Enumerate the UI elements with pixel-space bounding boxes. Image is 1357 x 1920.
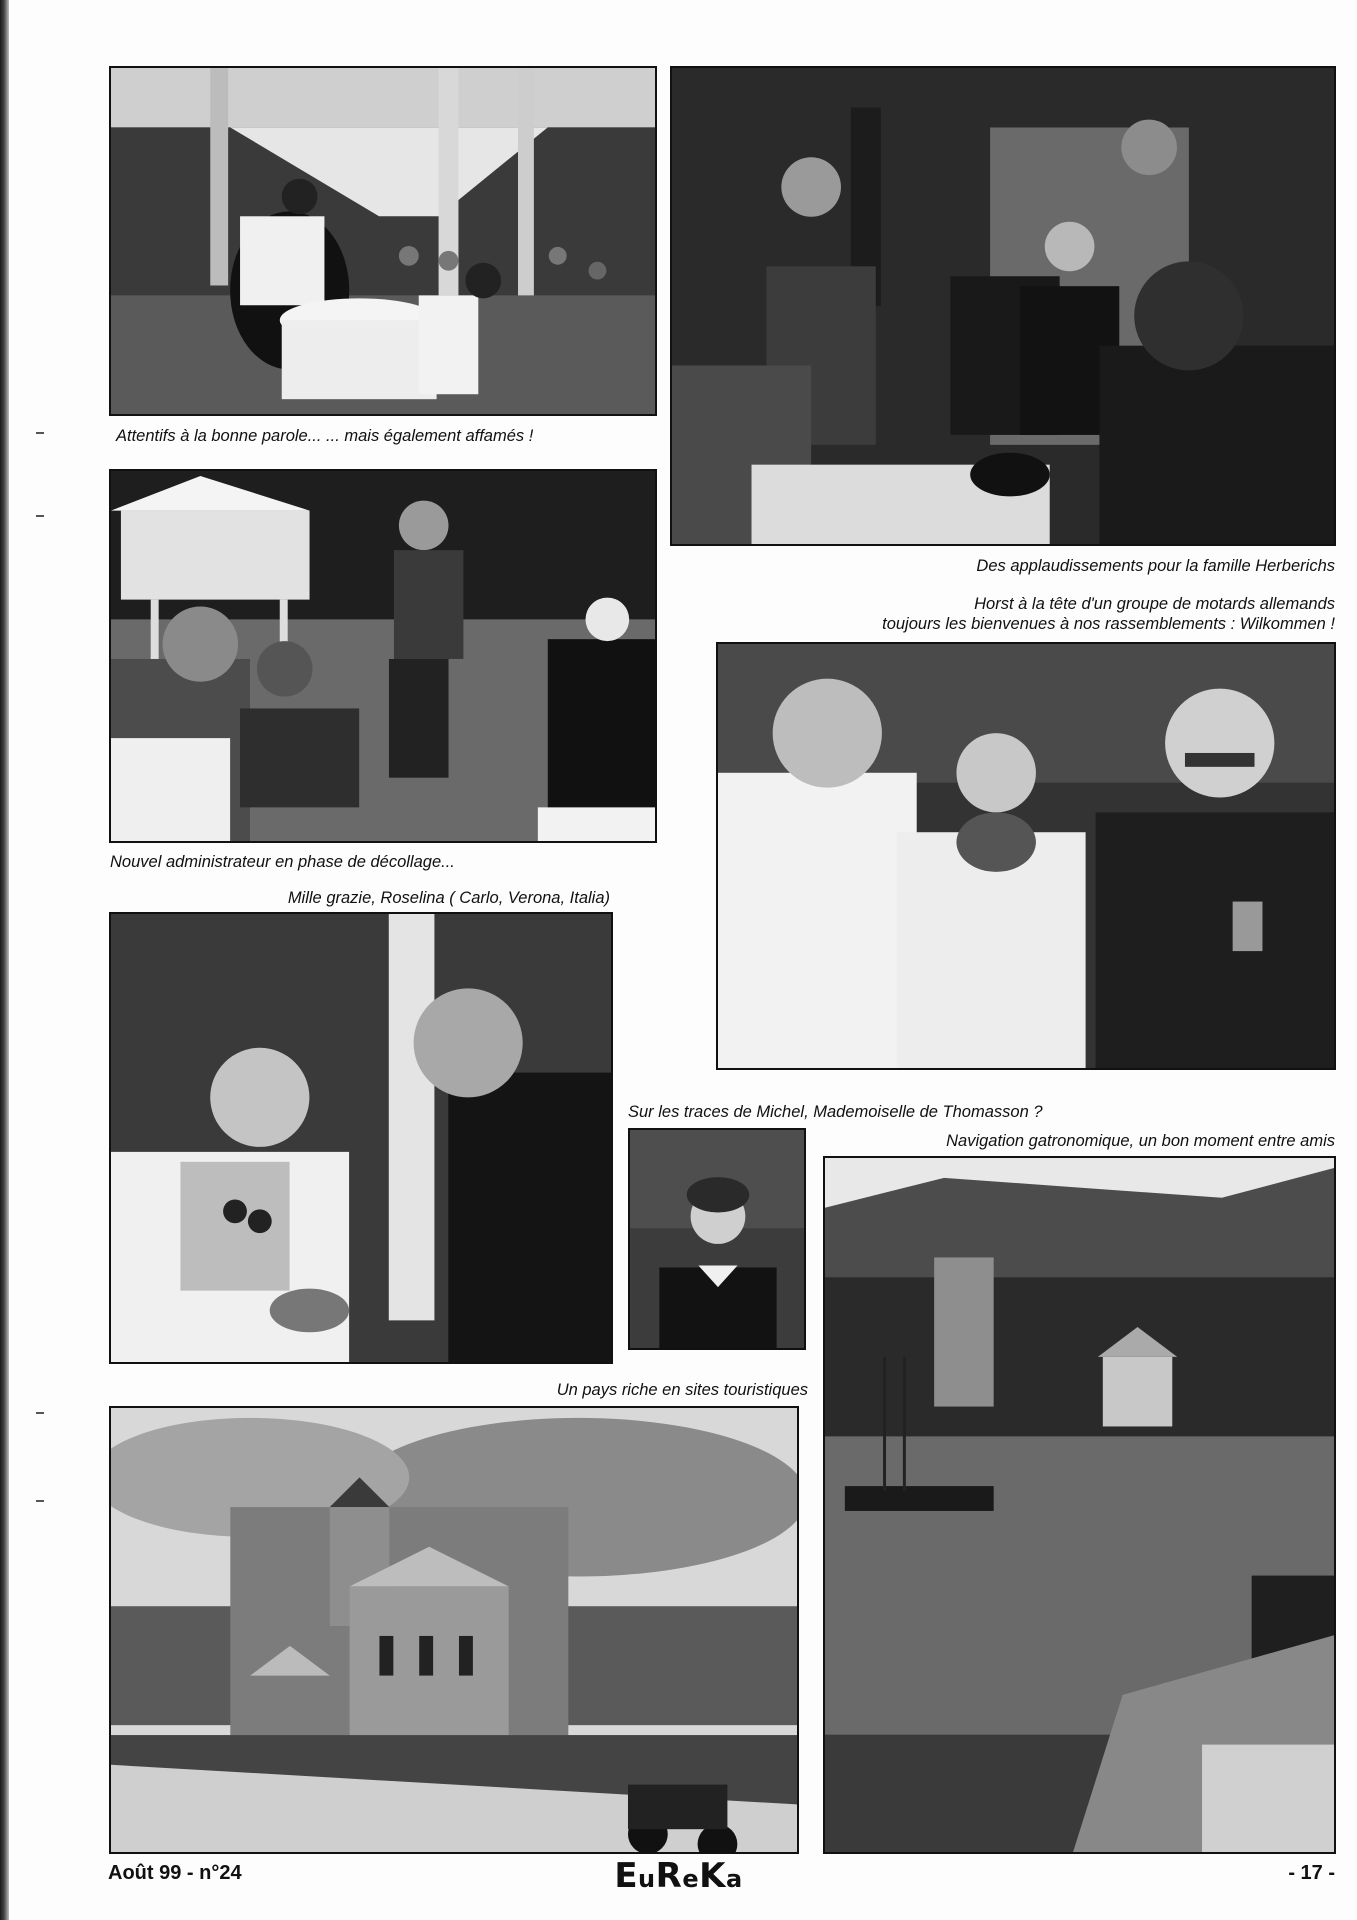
caption-pays: Un pays riche en sites touristiques <box>556 1381 808 1399</box>
photo-thomasson <box>628 1128 806 1350</box>
margin-mark <box>36 515 44 517</box>
caption-grazie: Mille grazie, Roselina ( Carlo, Verona, Italia) <box>287 889 610 907</box>
page-binding-edge <box>0 0 9 1920</box>
eureka-logo: EuReKa <box>614 1856 743 1896</box>
caption-michel: Sur les traces de Michel, Mademoiselle de Thomasson ? <box>628 1103 1043 1121</box>
margin-mark <box>36 432 44 434</box>
photo-horst-group <box>716 642 1336 1070</box>
caption-dinner: Attentifs à la bonne parole... ... mais également affamés ! <box>116 427 534 445</box>
photo-roselina <box>109 912 613 1364</box>
caption-navigation: Navigation gatronomique, un bon moment entre amis <box>946 1132 1335 1150</box>
photo-applause <box>670 66 1336 546</box>
caption-horst-line1: Horst à la tête d'un groupe de motards allemands <box>974 595 1335 613</box>
margin-mark <box>36 1500 44 1502</box>
photo-dinner-hall <box>109 66 657 416</box>
caption-horst-line2: toujours les bienvenues à nos rassemblements : Wilkommen ! <box>882 615 1335 633</box>
photo-tent-administrator <box>109 469 657 843</box>
margin-mark <box>36 1412 44 1414</box>
caption-applause: Des applaudissements pour la famille Herberichs <box>976 557 1335 575</box>
photo-church-motorcycle <box>109 1406 799 1854</box>
footer-issue: Août 99 - n°24 <box>108 1862 242 1884</box>
photo-river-boats <box>823 1156 1336 1854</box>
caption-admin: Nouvel administrateur en phase de décollage... <box>110 853 455 871</box>
page-number: - 17 - <box>1288 1862 1335 1884</box>
